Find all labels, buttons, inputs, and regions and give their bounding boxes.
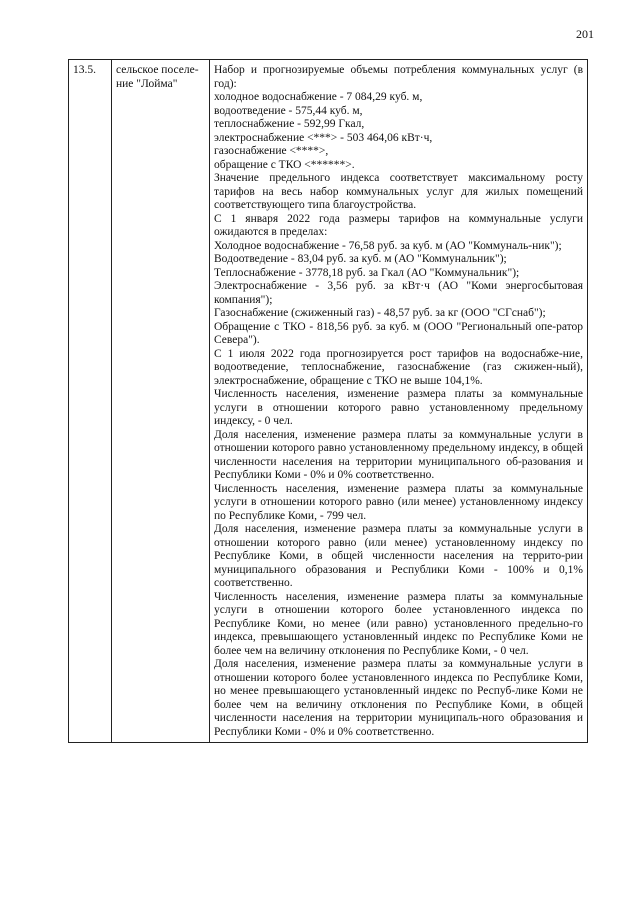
paragraph: С 1 июля 2022 года прогнозируется рост тарифов на водоснабже-ние, водоотведение, теплоснабжение, газоснабжение (газ сжижен-ный), электроснабжение, обращение с ТКО не выше 104,1%. xyxy=(214,347,583,387)
page-number: 201 xyxy=(576,27,594,41)
row-number-cell xyxy=(69,60,112,743)
paragraph: Доля населения, изменение размера платы за коммунальные услуги в отношении которого равно установленному предельному индексу, в общей численности населения на территории муниципального об-разования и Республики Коми - 0% и 0% соответственно. xyxy=(214,428,583,481)
description-cell xyxy=(210,60,588,743)
paragraph: Обращение с ТКО - 818,56 руб. за куб. м (ООО "Региональный опе-ратор Севера"). xyxy=(214,320,583,346)
paragraph: Холодное водоснабжение - 76,58 руб. за куб. м (АО "Коммуналь-ник"); xyxy=(214,239,562,252)
table-row xyxy=(69,60,588,743)
tariff-table xyxy=(68,59,588,743)
settlement-name: сельское поселе-ние "Лойма" xyxy=(116,64,199,90)
paragraph: холодное водоснабжение - 7 084,29 куб. м, xyxy=(214,91,423,103)
paragraph: Теплоснабжение - 3778,18 руб. за Гкал (АО "Коммунальник"); xyxy=(214,266,520,279)
paragraph: Численность населения, изменение размера платы за коммунальные услуги в отношении которого равно установленному предельному индексу, - 0 чел. xyxy=(214,388,583,427)
paragraph: водоотведение - 575,44 куб. м, xyxy=(214,104,363,117)
paragraph: обращение с ТКО <******>. xyxy=(214,158,355,171)
paragraph: теплоснабжение - 592,99 Гкал, xyxy=(214,118,365,130)
paragraph: газоснабжение <****>, xyxy=(214,145,329,157)
paragraph: Доля населения, изменение размера платы за коммунальные услуги в отношении которого равно (или менее) установленному индексу по Республике Коми, в общей численности населения на террито-рии муниципального образования и Республики Коми - 100% и 0,1% соответственно. xyxy=(214,523,583,589)
paragraph: Набор и прогнозируемые объемы потребления коммунальных услуг (в год): xyxy=(214,64,583,90)
paragraph: Электроснабжение - 3,56 руб. за кВт·ч (АО "Коми энергосбытовая компания"); xyxy=(214,280,583,306)
paragraph: электроснабжение <***> - 503 464,06 кВт·ч, xyxy=(214,131,433,144)
paragraph: Значение предельного индекса соответствует максимальному росту тарифов на весь набор коммунальных услуг для жилых помещений соответствующего типа благоустройства. xyxy=(214,172,583,211)
settlement-cell xyxy=(112,60,210,743)
paragraph: Водоотведение - 83,04 руб. за куб. м (АО "Коммунальник"); xyxy=(214,253,507,265)
paragraph: Газоснабжение (сжиженный газ) - 48,57 руб. за кг (ООО "СГснаб"); xyxy=(214,307,546,319)
paragraph: Численность населения, изменение размера платы за коммунальные услуги в отношении которого более установленного индекса по Республике Коми, но менее (или равно) установленного предельно-го индекса, превышающего установленный индекс по Республике Коми не более чем на величину отклонения по Республике Коми, - 0 чел. xyxy=(214,590,583,657)
paragraph: С 1 января 2022 года размеры тарифов на коммунальные услуги ожидаются в пределах: xyxy=(214,212,583,238)
paragraph: Численность населения, изменение размера платы за коммунальные услуги в отношении которого равно (или менее) установленному индексу по Республике Коми, - 799 чел. xyxy=(214,482,583,522)
row-number: 13.5. xyxy=(73,64,96,76)
paragraph: Доля населения, изменение размера платы за коммунальные услуги в отношении которого более установленного индекса по Республике Коми, но менее превышающего установленный индекс по Респуб-лике Коми не более чем на величину отклонения по Республике Коми, в общей численности населения на территории муниципаль-ного образования и Республики Коми - 0% и 0% соответственно. xyxy=(214,658,583,738)
